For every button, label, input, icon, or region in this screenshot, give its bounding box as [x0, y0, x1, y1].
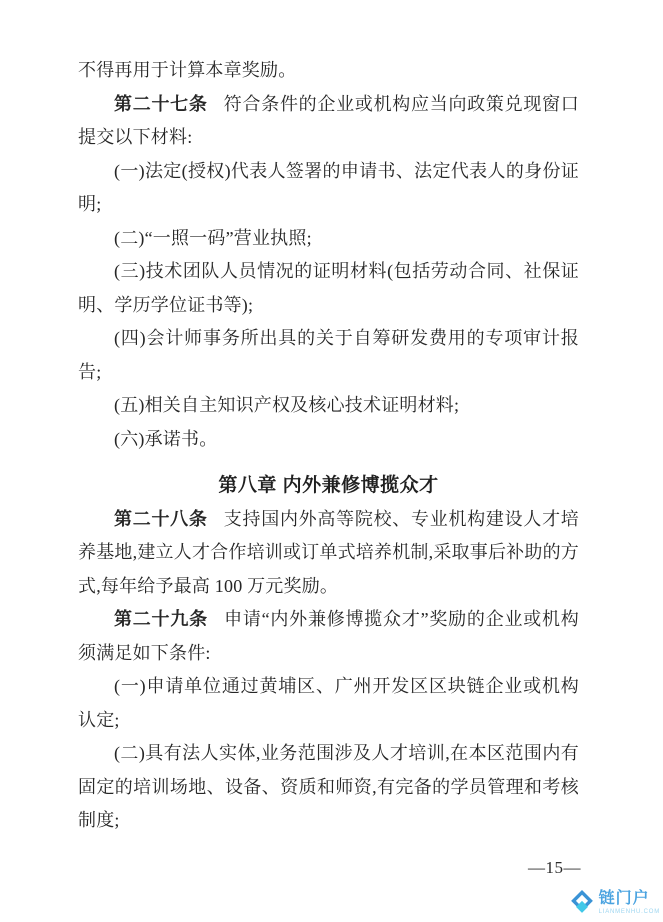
paragraph-text: (三)技术团队人员情况的证明材料(包括劳动合同、社保证明、学历学位证书等);	[78, 261, 579, 315]
paragraph-item-5	[78, 389, 579, 423]
watermark-brand: 链门户	[598, 890, 650, 907]
paragraph-item-1	[78, 155, 579, 222]
article-term: 第二十九条	[114, 609, 208, 629]
paragraph-text: (一)申请单位通过黄埔区、广州开发区区块链企业或机构认定;	[78, 676, 579, 730]
paragraph-item-4	[78, 322, 579, 389]
paragraph-item-2	[78, 222, 579, 256]
chapter-heading: 第八章 内外兼修博揽众才	[218, 475, 439, 496]
paragraph	[78, 54, 579, 88]
paragraph-text: 不得再用于计算本章奖励。	[78, 60, 297, 80]
watermark-domain: LIANMENHU.COM	[598, 909, 660, 915]
document-body	[78, 54, 579, 838]
paragraph-text: (二)具有法人实体,业务范围涉及人才培训,在本区范围内有固定的培训场地、设备、资质和师资,有完备的学员管理和考核制度;	[78, 743, 579, 830]
paragraph-item-6	[78, 423, 579, 457]
page-number: —15—	[528, 858, 581, 877]
article-term: 第二十七条	[114, 93, 208, 114]
paragraph-text: (一)法定(授权)代表人签署的申请书、法定代表人的身份证明;	[78, 160, 579, 214]
paragraph-text: 符合条件的企业或机构应当向政策兑现窗口提交以下材料:	[78, 93, 579, 147]
paragraph-item-2b	[78, 737, 579, 838]
paragraph-text: (六)承诺书。	[114, 428, 218, 449]
paragraph-text: (四)会计师事务所出具的关于自筹研发费用的专项审计报告;	[78, 328, 579, 382]
paragraph-text: 申请“内外兼修博揽众才”奖励的企业或机构须满足如下条件:	[78, 609, 580, 663]
paragraph-article-28	[78, 503, 579, 604]
paragraph-text: (五)相关自主知识产权及核心技术证明材料;	[114, 395, 460, 415]
watermark	[568, 889, 660, 917]
paragraph-item-1b	[78, 670, 579, 737]
paragraph-text: 支持国内外高等院校、专业机构建设人才培养基地,建立人才合作培训或订单式培养机制,采取事后补助的方式,每年给予最高 100 万元奖励。	[78, 508, 579, 596]
paragraph-article-29	[78, 603, 579, 670]
article-term: 第二十八条	[114, 508, 208, 529]
watermark-text	[599, 891, 660, 915]
lianmenhu-logo-icon	[568, 889, 596, 917]
paragraph-item-3	[78, 255, 579, 322]
paragraph-text: (二)“一照一码”营业执照;	[114, 227, 312, 248]
paragraph-article-27	[78, 88, 579, 155]
